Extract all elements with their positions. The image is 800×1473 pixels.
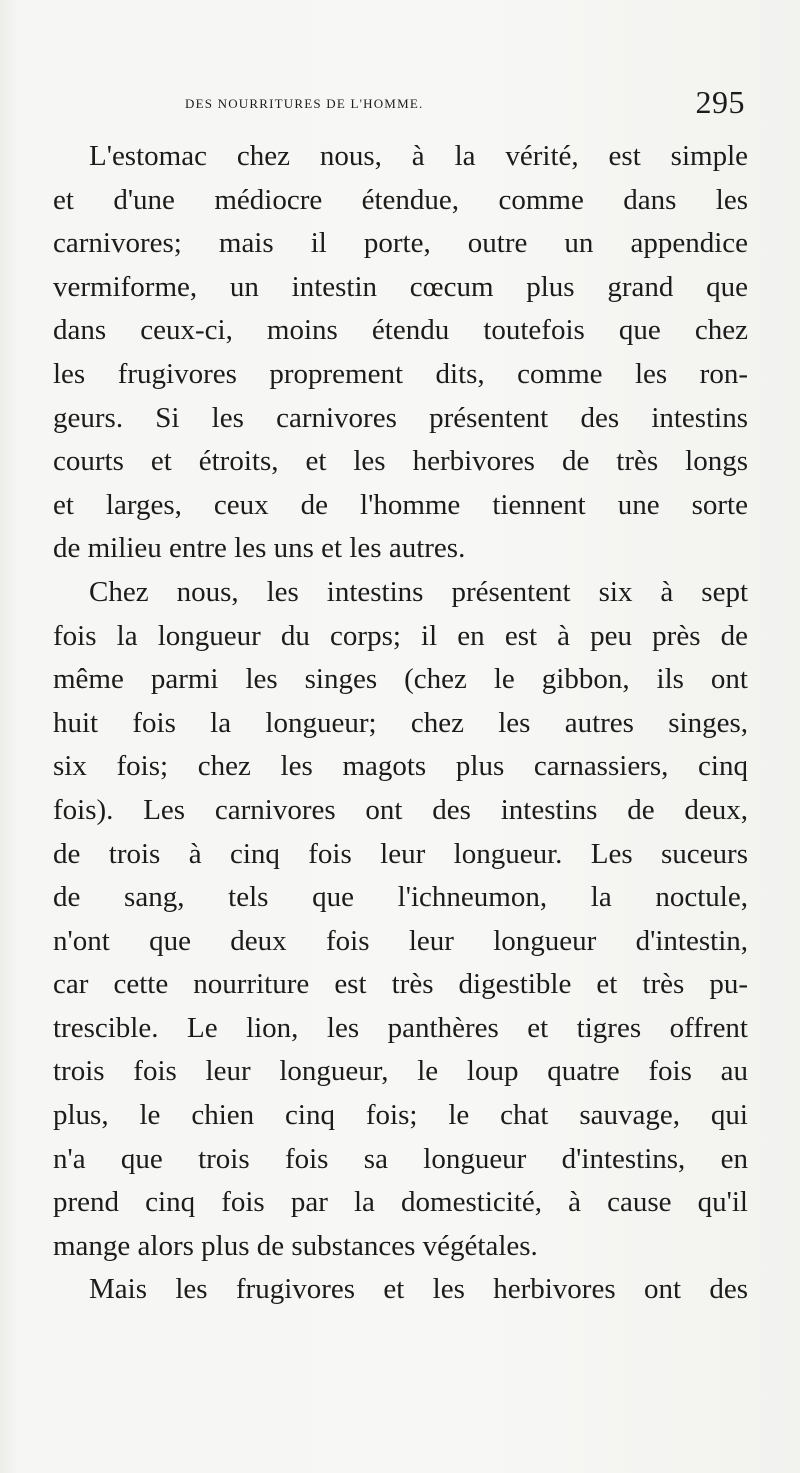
text-line: fois). Les carnivores ont des intestins de deux, — [53, 793, 748, 826]
running-title: des nourritures de l'homme. — [185, 92, 424, 112]
text-line: et d'une médiocre étendue, comme dans les — [53, 183, 748, 216]
text-line: les frugivores proprement dits, comme les ron- — [53, 357, 748, 390]
text-line: geurs. Si les carnivores présentent des intestins — [53, 401, 748, 434]
text-line: trescible. Le lion, les panthères et tigres offrent — [53, 1011, 748, 1044]
body-text — [53, 135, 748, 1312]
text-line: courts et étroits, et les herbivores de très longs — [53, 445, 748, 478]
text-line: de sang, tels que l'ichneumon, la noctule, — [53, 881, 748, 914]
page-header — [185, 86, 745, 122]
text-line: car cette nourriture est très digestible et très pu- — [53, 968, 748, 1001]
text-line: prend cinq fois par la domesticité, à cause qu'il — [53, 1186, 748, 1219]
text-line: plus, le chien cinq fois; le chat sauvage, qui — [53, 1099, 748, 1132]
text-line: n'a que trois fois sa longueur d'intestins, en — [53, 1142, 748, 1175]
text-line: de trois à cinq fois leur longueur. Les suceurs — [53, 837, 748, 870]
text-line: fois la longueur du corps; il en est à peu près de — [53, 619, 748, 652]
text-line: L'estomac chez nous, à la vérité, est simple — [89, 140, 748, 172]
text-line: mange alors plus de substances végétales. — [53, 1229, 538, 1262]
page-number: 295 — [695, 84, 745, 120]
text-line: trois fois leur longueur, le loup quatre fois au — [53, 1055, 748, 1088]
text-line: Mais les frugivores et les herbivores ont des — [89, 1273, 748, 1306]
text-line: Chez nous, les intestins présentent six à sept — [89, 575, 748, 608]
text-line: six fois; chez les magots plus carnassiers, cinq — [53, 750, 748, 783]
text-line: même parmi les singes (chez le gibbon, ils ont — [53, 663, 748, 696]
text-line: et larges, ceux de l'homme tiennent une sorte — [53, 488, 748, 521]
text-line: huit fois la longueur; chez les autres singes, — [53, 706, 748, 739]
text-line: de milieu entre les uns et les autres. — [53, 532, 466, 565]
text-line: n'ont que deux fois leur longueur d'intestin, — [53, 924, 748, 957]
text-line: carnivores; mais il porte, outre un appendice — [53, 227, 748, 260]
text-line: vermiforme, un intestin cœcum plus grand que — [53, 270, 748, 303]
text-line: dans ceux-ci, moins étendu toutefois que chez — [53, 314, 748, 347]
